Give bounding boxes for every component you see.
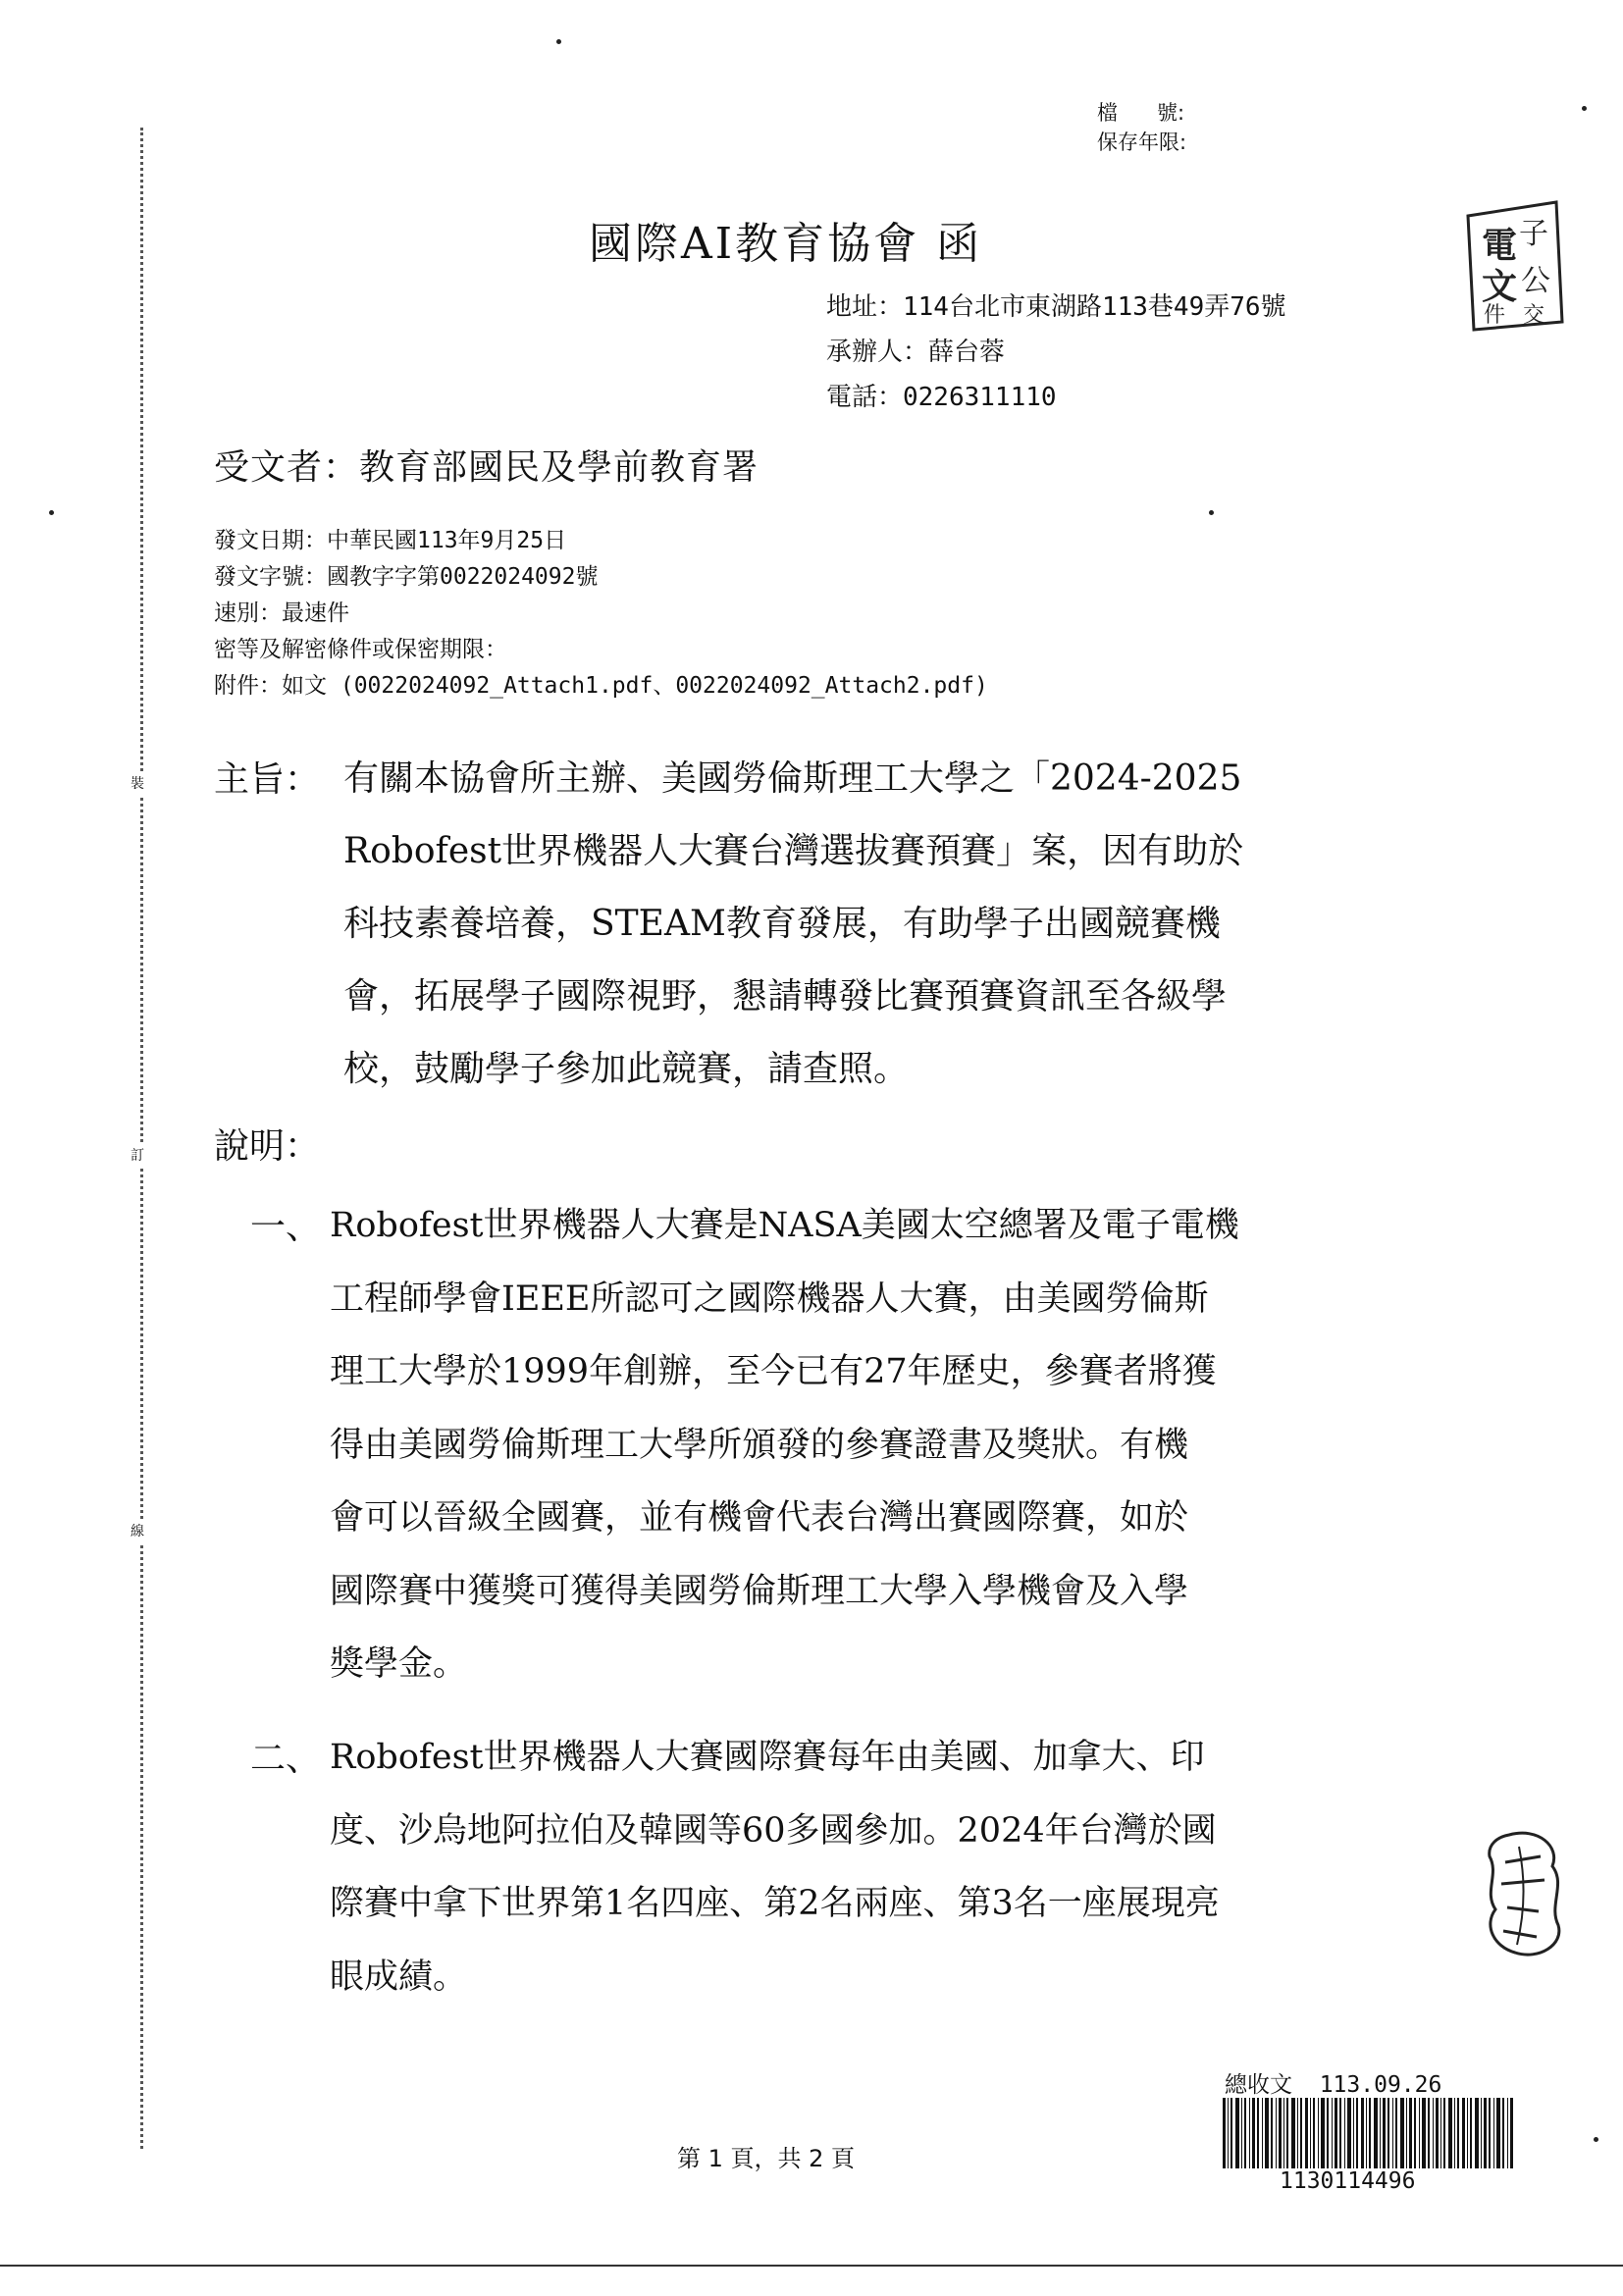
bottom-rule [0, 2265, 1623, 2267]
subject-line: 校，鼓勵學子參加此競賽，請查照。 [343, 1049, 910, 1089]
electronic-document-stamp [1460, 196, 1568, 334]
paragraph-line: 得由美國勞倫斯理工大學所頒發的參賽證書及獎狀。有機 [330, 1425, 1189, 1465]
secrecy-level: 密等及解密條件或保密期限： [214, 637, 507, 662]
retention-period-label: 保存年限: [1097, 130, 1187, 154]
barcode-image [1221, 2098, 1515, 2168]
received-date: 113.09.26 [1319, 2072, 1442, 2098]
subject-body [343, 743, 1243, 1106]
receiver: 受文者：教育部國民及學前教育署 [214, 447, 759, 488]
paragraph-line: Robofest世界機器人大賽國際賽每年由美國、加拿大、印 [330, 1738, 1205, 1777]
binding-dotted-line [140, 128, 143, 2149]
paragraph-line: Robofest世界機器人大賽是NASA美國太空總署及電子電機 [330, 1206, 1239, 1245]
archive-number-label: 檔 號: [1097, 101, 1185, 125]
subject-line: 科技素養培養，STEAM教育發展，有助學子出國競賽機 [343, 904, 1221, 944]
sender-contact-block [826, 285, 1286, 420]
explanation-item-1 [330, 1189, 1239, 1701]
svg-text:文: 文 [1482, 266, 1518, 307]
document-meta [214, 523, 988, 704]
scan-speck [1582, 106, 1587, 111]
paragraph-line: 工程師學會IEEE所認可之國際機器人大賽，由美國勞倫斯 [330, 1278, 1209, 1319]
explanation-label: 說明： [214, 1126, 321, 1167]
contact-person: 承辦人：薛台蓉 [826, 338, 1006, 367]
attachments: 附件：如文 (0022024092_Attach1.pdf、0022024092_Attach2.pdf) [214, 673, 988, 699]
binding-mark-zhuang: 裝 [131, 771, 144, 795]
page-number: 第 1 頁，共 2 頁 [677, 2145, 856, 2172]
subject-line: Robofest世界機器人大賽台灣選拔賽預賽」案，因有助於 [343, 831, 1244, 871]
explanation-item-number: 一、 [250, 1207, 322, 1247]
paragraph-line: 獎學金。 [330, 1644, 468, 1684]
archive-info [1097, 98, 1186, 157]
received-stamp [1225, 2066, 1441, 2099]
paragraph-line: 理工大學於1999年創辦，至今已有27年歷史，參賽者將獲 [330, 1352, 1217, 1391]
issue-date: 發文日期：中華民國113年9月25日 [214, 528, 567, 553]
scan-speck [1594, 2137, 1598, 2142]
scan-speck [49, 510, 54, 515]
svg-text:交: 交 [1523, 303, 1545, 328]
svg-text:公: 公 [1521, 264, 1550, 298]
received-label: 總收文 [1225, 2072, 1292, 2098]
scan-speck [556, 39, 561, 44]
document-number: 發文字號：國教字字第0022024092號 [214, 564, 599, 590]
delivery-speed: 速別：最速件 [214, 600, 349, 626]
document-title: 國際AI教育協會 函 [589, 219, 983, 269]
explanation-item-number: 二、 [250, 1739, 322, 1779]
binding-mark-ding: 訂 [131, 1143, 144, 1167]
paragraph-line: 度、沙烏地阿拉伯及韓國等60多國參加。2024年台灣於國 [330, 1810, 1217, 1851]
svg-text:電: 電 [1482, 225, 1518, 266]
paragraph-line: 會可以晉級全國賽，並有機會代表台灣出賽國際賽，如於 [330, 1498, 1189, 1538]
svg-text:子: 子 [1519, 217, 1548, 251]
barcode-number: 1130114496 [1280, 2168, 1416, 2194]
scan-speck [1209, 510, 1214, 515]
binding-mark-xian: 線 [131, 1519, 144, 1542]
svg-text:件: 件 [1484, 303, 1506, 328]
subject-line: 會，拓展學子國際視野，懇請轉發比賽預賽資訊至各級學 [343, 976, 1228, 1017]
explanation-item-2 [330, 1721, 1220, 2013]
sender-address: 地址：114台北市東湖路113巷49弄76號 [826, 292, 1286, 322]
paragraph-line: 眼成績。 [330, 1957, 468, 1997]
subject-line: 有關本協會所主辦、美國勞倫斯理工大學之「2024-2025 [343, 758, 1242, 799]
paragraph-line: 國際賽中獲獎可獲得美國勞倫斯理工大學入學機會及入學 [330, 1571, 1189, 1611]
side-seal-stamp [1480, 1827, 1568, 1964]
subject-label: 主旨： [214, 759, 321, 800]
contact-phone: 電話：0226311110 [826, 383, 1057, 412]
paragraph-line: 際賽中拿下世界第1名四座、第2名兩座、第3名一座展現亮 [330, 1884, 1220, 1923]
